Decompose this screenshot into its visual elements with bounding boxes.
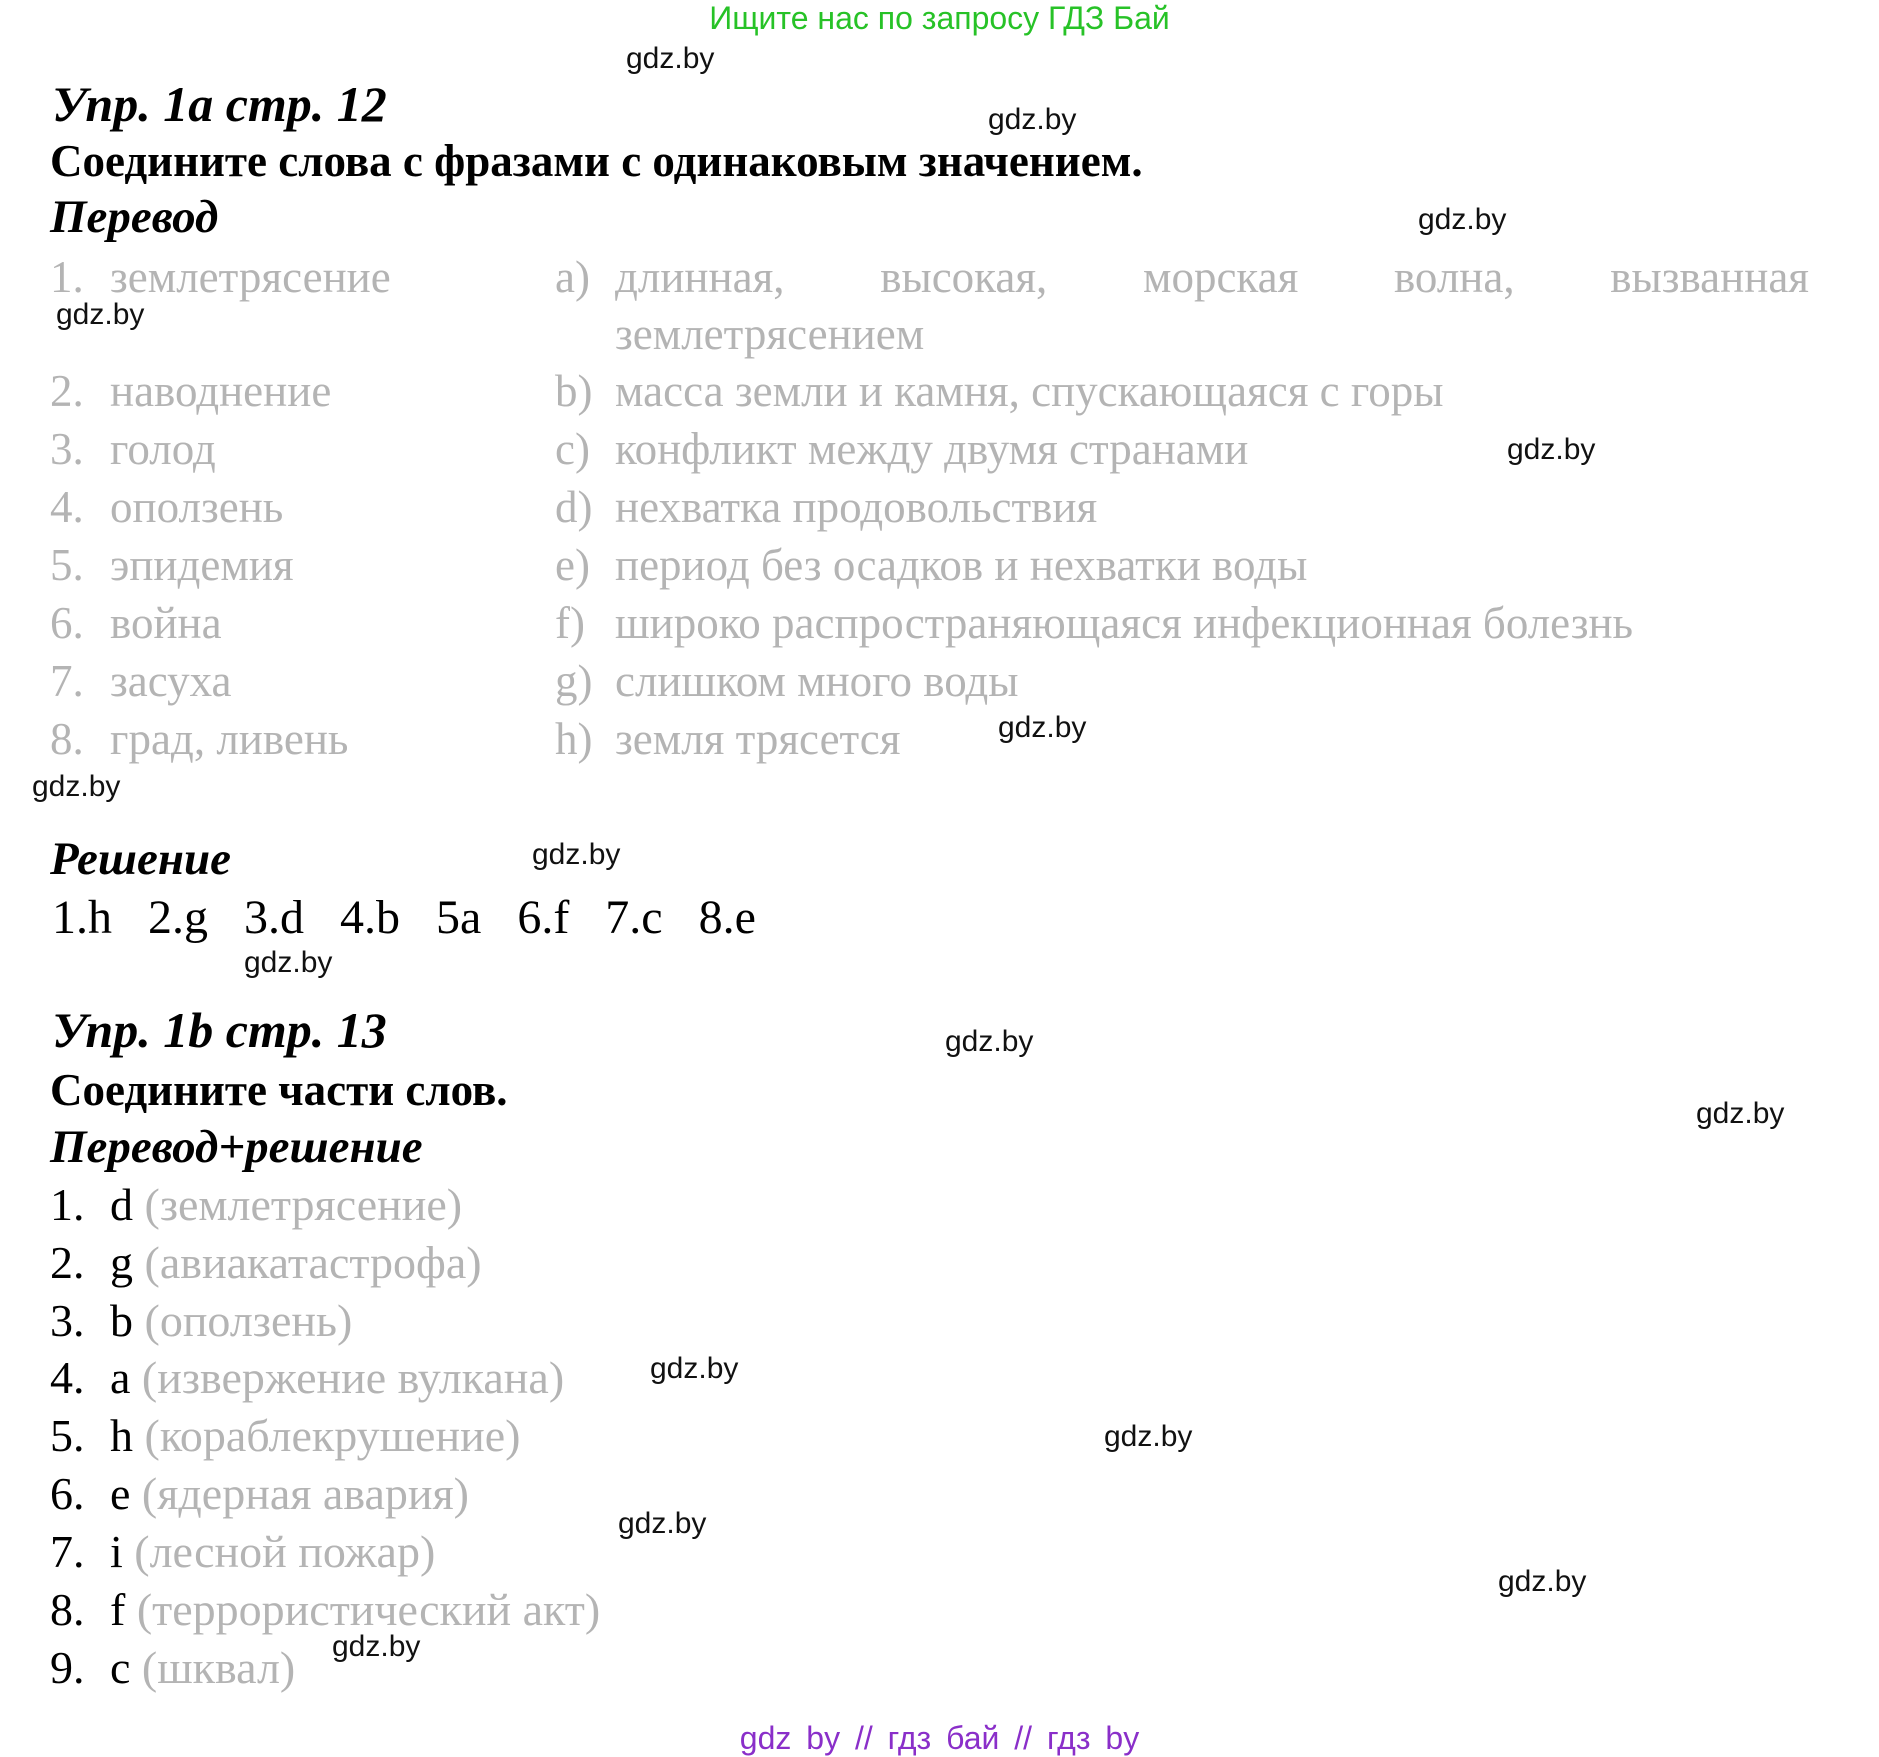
- watermark: gdz.by: [332, 1630, 421, 1663]
- item-number: 8.: [50, 714, 84, 764]
- translation-heading: Перевод: [50, 191, 219, 243]
- definition-word: волна,: [1393, 252, 1515, 302]
- definition-letter: b): [555, 366, 593, 416]
- exercise-1a-title: Упр. 1a стр. 12: [52, 76, 387, 132]
- watermark: gdz.by: [945, 1025, 1034, 1058]
- top-banner: Ищите нас по запросу ГДЗ Бай: [709, 0, 1170, 36]
- item-translation: (шквал): [141, 1642, 296, 1693]
- definition-letter: g): [555, 656, 593, 706]
- solution-item: [50, 1351, 564, 1405]
- definition-text-continued: землетрясением: [615, 309, 925, 359]
- item-number: 1.: [50, 252, 84, 302]
- footer-links: gdz by // гдз бай // гдз by: [739, 1720, 1140, 1756]
- item-number: 1.: [50, 1179, 85, 1230]
- answer: 2.g: [148, 891, 208, 944]
- answer: 4.b: [340, 891, 400, 944]
- item-translation: (кораблекрушение): [144, 1410, 521, 1461]
- item-number: 7.: [50, 656, 84, 706]
- watermark: gdz.by: [56, 298, 145, 331]
- item-letter: b: [110, 1295, 133, 1346]
- item-letter: c: [110, 1642, 131, 1693]
- item-number: 6.: [50, 1468, 85, 1519]
- exercise-1b-task: Соедините части слов.: [50, 1065, 508, 1115]
- watermark: gdz.by: [32, 770, 121, 803]
- item-number: 8.: [50, 1584, 85, 1635]
- item-number: 7.: [50, 1526, 85, 1577]
- item-number: 5.: [50, 540, 84, 590]
- item-letter: f: [110, 1584, 126, 1635]
- exercise-1b-title: Упр. 1b стр. 13: [52, 1002, 387, 1058]
- item-letter: e: [110, 1468, 131, 1519]
- answer: 5a: [436, 891, 482, 944]
- item-letter: h: [110, 1410, 133, 1461]
- item-word: засуха: [110, 656, 232, 706]
- item-word: эпидемия: [110, 540, 294, 590]
- definition-text: [615, 251, 1809, 303]
- definition-text: период без осадков и нехватки воды: [615, 540, 1308, 590]
- solution-item: [50, 1236, 482, 1290]
- item-word: наводнение: [110, 366, 332, 416]
- item-word: оползень: [110, 482, 284, 532]
- solution-item: [50, 1178, 462, 1232]
- solution-item: [50, 1294, 352, 1348]
- definition-text: земля трясется: [615, 714, 901, 764]
- item-word: землетрясение: [110, 252, 391, 302]
- definition-word: высокая,: [880, 252, 1048, 302]
- item-translation: (землетрясение): [144, 1179, 463, 1230]
- definition-letter: d): [555, 482, 593, 532]
- watermark: gdz.by: [1418, 203, 1507, 236]
- definition-word: морская: [1142, 252, 1299, 302]
- item-number: 9.: [50, 1642, 85, 1693]
- item-word: голод: [110, 424, 216, 474]
- solution-item: [50, 1409, 520, 1463]
- item-translation: (террористический акт): [136, 1584, 601, 1635]
- watermark: gdz.by: [988, 103, 1077, 136]
- watermark: gdz.by: [1498, 1565, 1587, 1598]
- item-translation: (извержение вулкана): [141, 1352, 565, 1403]
- translation-solution-heading: Перевод+решение: [50, 1121, 423, 1173]
- watermark: gdz.by: [650, 1352, 739, 1385]
- definition-text: масса земли и камня, спускающаяся с горы: [615, 366, 1444, 416]
- watermark: gdz.by: [618, 1507, 707, 1540]
- item-number: 2.: [50, 366, 84, 416]
- solution-heading: Решение: [50, 833, 231, 885]
- exercise-1a-task: Соедините слова с фразами с одинаковым значением.: [50, 136, 1143, 186]
- item-number: 4.: [50, 482, 84, 532]
- definition-letter: c): [555, 424, 590, 474]
- item-letter: a: [110, 1352, 131, 1403]
- item-word: война: [110, 598, 222, 648]
- definition-word: длинная,: [615, 252, 785, 302]
- watermark: gdz.by: [1507, 433, 1596, 466]
- solution-item: [50, 1525, 435, 1579]
- item-number: 3.: [50, 424, 84, 474]
- definition-text: нехватка продовольствия: [615, 482, 1098, 532]
- item-letter: d: [110, 1179, 133, 1230]
- item-number: 6.: [50, 598, 84, 648]
- item-letter: g: [110, 1237, 133, 1288]
- watermark: gdz.by: [1696, 1097, 1785, 1130]
- item-translation: (оползень): [144, 1295, 353, 1346]
- item-number: 2.: [50, 1237, 85, 1288]
- definition-word: вызванная: [1610, 252, 1809, 302]
- watermark: gdz.by: [998, 711, 1087, 744]
- item-number: 5.: [50, 1410, 85, 1461]
- item-translation: (ядерная авария): [141, 1468, 469, 1519]
- item-letter: i: [110, 1526, 123, 1577]
- item-word: град, ливень: [110, 714, 349, 764]
- definition-letter: e): [555, 540, 590, 590]
- answer: 8.e: [698, 891, 756, 944]
- definition-letter: f): [555, 598, 585, 648]
- definition-text: конфликт между двумя странами: [615, 424, 1249, 474]
- definition-text: слишком много воды: [615, 656, 1019, 706]
- watermark: gdz.by: [244, 946, 333, 979]
- definition-letter: a): [555, 252, 590, 302]
- answer: 3.d: [244, 891, 304, 944]
- watermark: gdz.by: [532, 838, 621, 871]
- solution-item: [50, 1467, 469, 1521]
- answer-list: [52, 891, 792, 945]
- answer: 1.h: [52, 891, 112, 944]
- definition-text: широко распространяющаяся инфекционная болезнь: [615, 598, 1634, 648]
- item-translation: (лесной пожар): [134, 1526, 436, 1577]
- definition-letter: h): [555, 714, 593, 764]
- watermark: gdz.by: [1104, 1420, 1193, 1453]
- answer: 7.c: [605, 891, 663, 944]
- item-translation: (авиакатастрофа): [144, 1237, 482, 1288]
- watermark: gdz.by: [626, 42, 715, 75]
- solution-item: [50, 1641, 295, 1695]
- item-number: 4.: [50, 1352, 85, 1403]
- solution-item: [50, 1583, 600, 1637]
- answer: 6.f: [517, 891, 570, 944]
- item-number: 3.: [50, 1295, 85, 1346]
